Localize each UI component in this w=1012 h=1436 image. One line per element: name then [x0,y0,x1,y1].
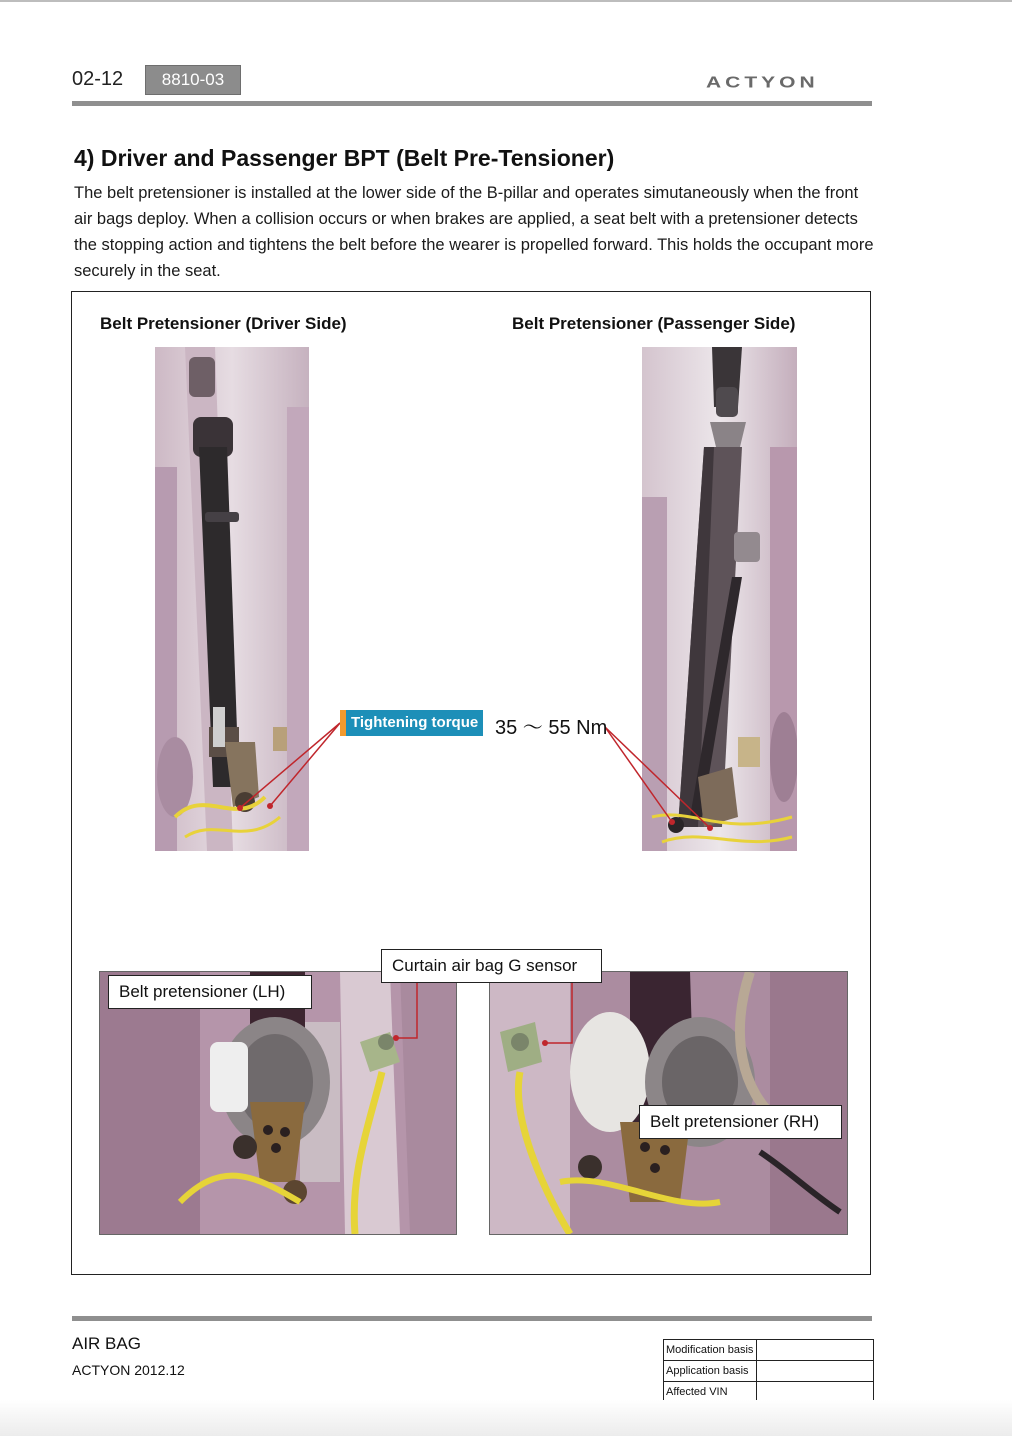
footer-section-name: AIR BAG [72,1334,141,1353]
callout-belt-pretensioner-rh: Belt pretensioner (RH) [639,1105,842,1139]
table-row [664,1340,874,1361]
basis-label: Modification basis [664,1340,757,1361]
callout-curtain-airbag-sensor: Curtain air bag G sensor [381,949,602,983]
callout-belt-pretensioner-lh: Belt pretensioner (LH) [108,975,312,1009]
basis-label: Affected VIN [664,1382,757,1403]
page-number: 02-12 [72,68,124,90]
basis-table [663,1339,874,1403]
basis-value [757,1340,874,1361]
section-code: 8810-03 [145,65,241,95]
footer-model: ACTYON 2012.12 [72,1362,185,1378]
brand-logo: ACTYON [706,74,819,92]
basis-label: Application basis [664,1361,757,1382]
bottom-fade [0,1400,1012,1436]
footer-rule [72,1316,872,1321]
section-body: The belt pretensioner is installed at the lower side of the B-pillar and operates simutaneously when the front air bags deploy. When a collision occurs or when brakes are applied, a seat belt with a pretensioner detects the stopping action and tightens the belt before the wearer is propelled forward. This holds the occupant more securely in the seat. [74,184,874,280]
table-row [664,1361,874,1382]
section-title: 4) Driver and Passenger BPT (Belt Pre-Tensioner) [74,145,615,171]
passenger-side-label: Belt Pretensioner (Passenger Side) [512,314,796,333]
basis-value [757,1361,874,1382]
torque-value: 35 ～ 55 Nm [495,717,608,739]
torque-label: Tightening torque [346,710,483,736]
driver-side-label: Belt Pretensioner (Driver Side) [100,314,347,333]
